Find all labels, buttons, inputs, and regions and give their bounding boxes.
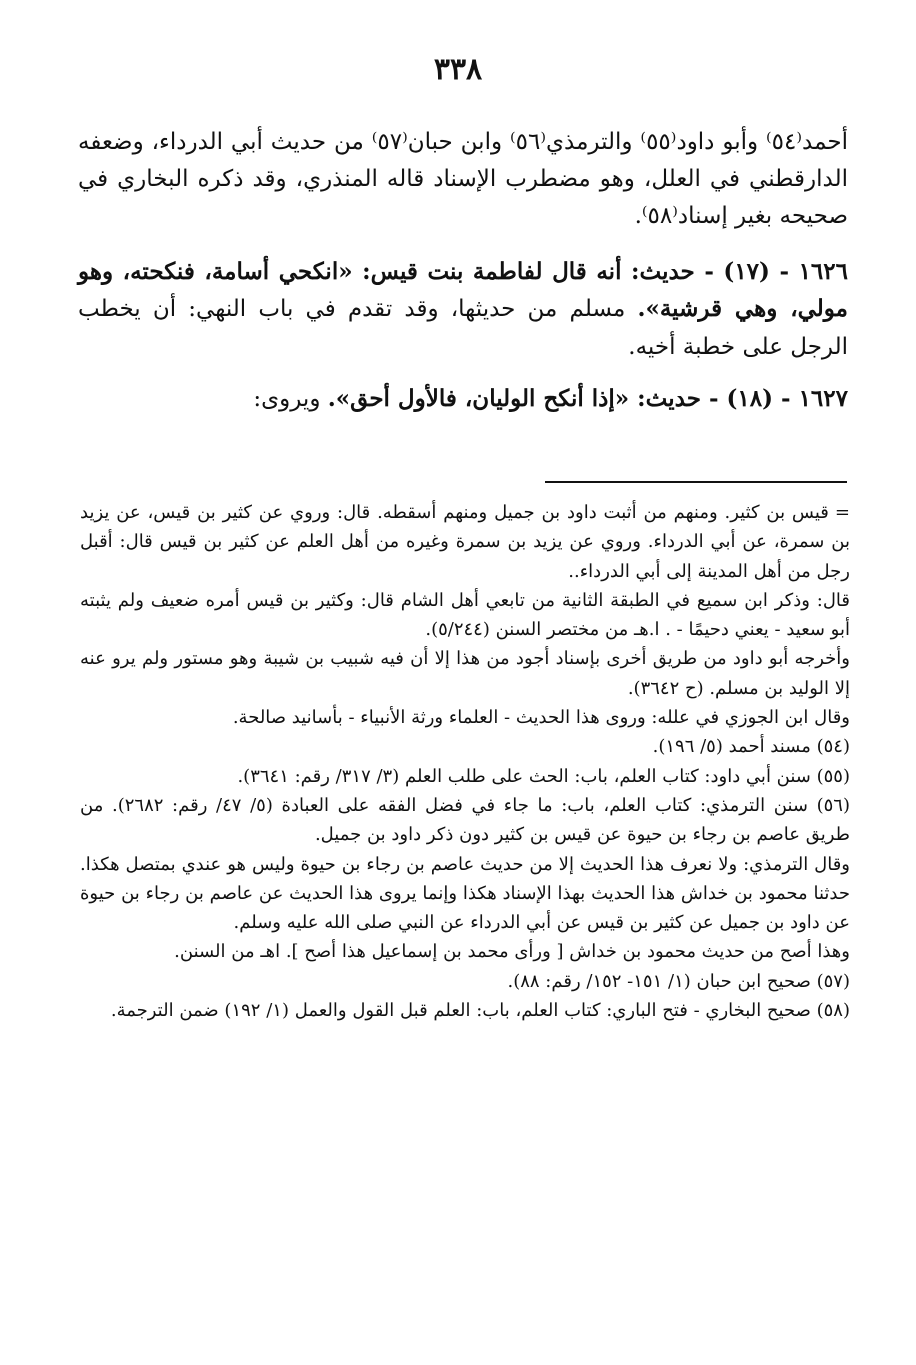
footnote-paragraph: قال: وذكر ابن سميع في الطبقة الثانية من تابعي أهل الشام قال: وكثير بن قيس أمره ضعيف ولم يثبته أبو سعيد - يعني دحيمًا - . ا.هـ من مختصر السنن (٥/٢٤٤). <box>80 589 850 641</box>
hadith-1627-commentary: ويروى: <box>253 386 328 412</box>
footnote-paragraph: وقال الترمذي: ولا نعرف هذا الحديث إلا من حديث عاصم بن رجاء بن حيوة وليس هو عندي بمتصل هكذا. حدثنا محمود بن خداش هذا الحديث بهذا الإسناد هكذا وإنما يروى هذا الحديث عن عاصم بن رجاء بن حيوة عن داود بن جميل عن كثير بن قيس عن أبي الدرداء عن النبي صلى الله عليه وسلم. <box>80 853 850 934</box>
hadith-1626 <box>78 253 848 366</box>
footnote-56: (٥٦) سنن الترمذي: كتاب العلم، باب: ما جاء في فضل الفقه على العبادة (٥/ ٤٧/ رقم: ٢٦٨٢). من طريق عاصم بن رجاء بن حيوة عن قيس بن كثير دون ذكر داود بن جميل. <box>80 794 850 846</box>
takhrij-paragraph: أحمد⁽٥٤⁾ وأبو داود⁽٥٥⁾ والترمذي⁽٥٦⁾ وابن حبان⁽٥٧⁾ من حديث أبي الدرداء، وضعفه الدارقطني في العلل، وهو مضطرب الإسناد قاله المنذري، وقد ذكره البخاري في صحيحه بغير إسناد⁽٥٨⁾. <box>78 129 849 229</box>
footnote-55: (٥٥) سنن أبي داود: كتاب العلم، باب: الحث على طلب العلم (٣/ ٣١٧/ رقم: ٣٦٤١). <box>237 765 850 787</box>
footnotes <box>80 498 850 1025</box>
continuation-mark: = <box>834 502 850 523</box>
footnote-divider <box>545 481 847 483</box>
footnote-paragraph: وهذا أصح من حديث محمود بن خداش [ ورأى محمد بن إسماعيل هذا أصح ]. اهـ من السنن. <box>174 941 850 963</box>
hadith-1627-heading: ١٦٢٧ - (١٨) - حديث: «إذا أنكح الوليان، فالأول أحق». <box>327 385 848 412</box>
page-number: ٣٣٨ <box>433 52 483 87</box>
footnote-text: قيس بن كثير. ومنهم من أثبت داود بن جميل ومنهم أسقطه. قال: وروي عن كثير بن قيس، عن يزيد بن سمرة، عن أبي الدرداء. وروي عن يزيد بن سمرة وغيره من أهل العلم عن كثير بن قيس قال: أقبل رجل من أهل المدينة إلى أبي الدرداء.. <box>80 502 850 582</box>
footnote-58: (٥٨) صحيح البخاري - فتح الباري: كتاب العلم، باب: العلم قبل القول والعمل (١/ ١٩٢) ضمن الترجمة. <box>110 1000 850 1022</box>
hadith-1627 <box>78 380 848 418</box>
footnote-continuation <box>80 498 850 586</box>
hadith-1626-heading: ١٦٢٦ - (١٧) - حديث: أنه قال لفاطمة بنت قيس: «انكحي أسامة، فنكحته، وهو مولي، وهي قرشية». <box>78 258 849 322</box>
footnote-paragraph: وقال ابن الجوزي في علله: وروى هذا الحديث - العلماء ورثة الأنبياء - بأسانيد صالحة. <box>232 707 850 729</box>
hadith-1626-commentary: مسلم من حديثها، وقد تقدم في باب النهي: أن يخطب الرجل على خطبة أخيه. <box>78 296 848 360</box>
footnote-54: (٥٤) مسند أحمد (٥/ ١٩٦). <box>652 736 850 758</box>
main-text <box>78 124 848 432</box>
footnote-paragraph: وأخرجه أبو داود من طريق أخرى بإسناد أجود من هذا إلا أن فيه شبيب بن شيبة وهو مستور ولم يرو عنه إلا الوليد بن مسلم. (ح ٣٦٤٢). <box>80 648 850 699</box>
footnote-57: (٥٧) صحيح ابن حبان (١/ ١٥١- ١٥٢/ رقم: ٨٨). <box>507 970 850 992</box>
